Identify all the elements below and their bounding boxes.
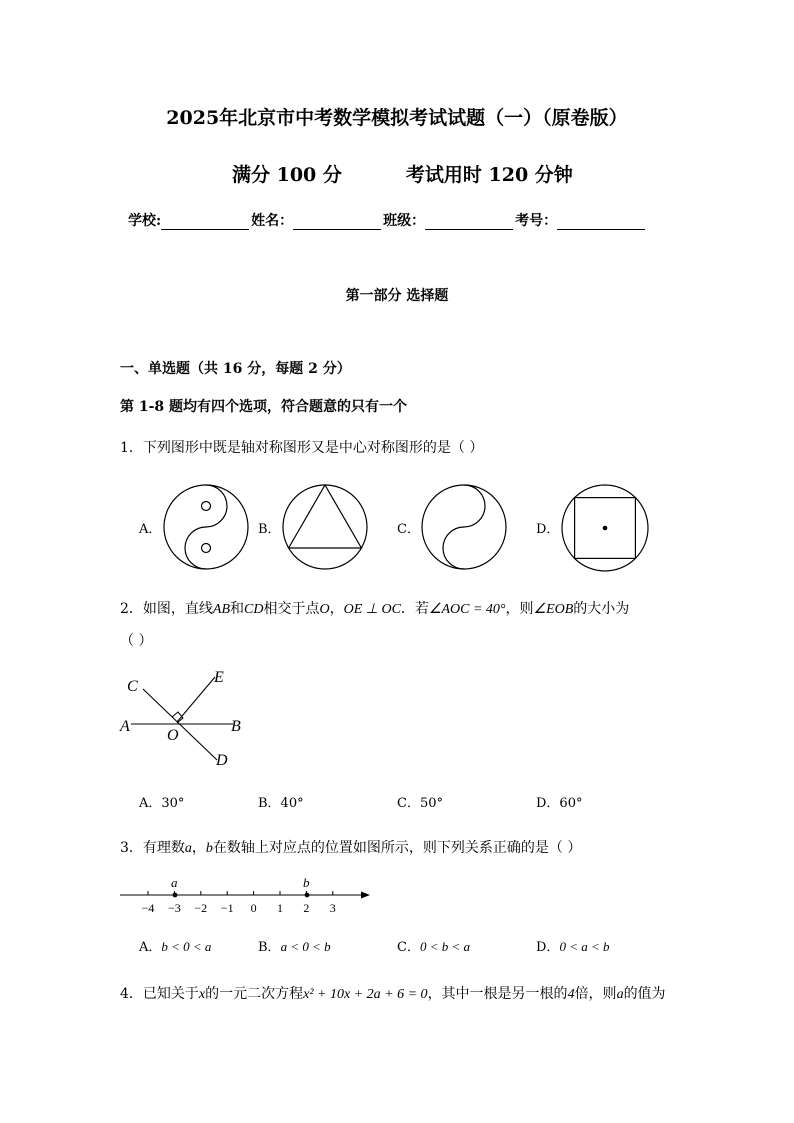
score-label: 满分 100 分	[232, 164, 342, 186]
q3-number-line	[118, 872, 373, 918]
point-b-marker	[305, 893, 310, 898]
label-o: O	[167, 727, 179, 744]
school-label: 学校:	[128, 213, 162, 229]
axis-tick-label: 3	[329, 901, 336, 915]
label-c: C	[127, 678, 138, 695]
time-label: 考试用时 120 分钟	[405, 164, 573, 186]
label-e: E	[214, 669, 224, 686]
name-blank[interactable]	[293, 215, 381, 230]
name-label: 姓名：	[251, 213, 294, 229]
q1-option-d-label: D．	[536, 522, 560, 537]
q2-option-c: C．50°	[397, 796, 443, 811]
q3-option-d: D．0 < a < b	[536, 939, 610, 955]
class-label: 班级：	[383, 213, 426, 229]
axis-tick-label: 2	[303, 901, 310, 915]
point-a-marker	[173, 893, 178, 898]
part-title: 第一部分 选择题	[345, 288, 449, 304]
q2-option-b: B．40°	[258, 796, 304, 811]
q2-option-d: D．60°	[536, 796, 583, 811]
axis-tick-label: −1	[220, 901, 234, 915]
q1-option-b-label: B．	[258, 522, 281, 537]
q1-option-c-label: C．	[397, 522, 420, 537]
class-blank[interactable]	[425, 215, 513, 230]
q1-option-a-figure	[163, 484, 249, 570]
question-2-stem: 2．如图，直线AB和CD相交于点O，OE ⊥ OC．若∠AOC = 40°，则∠EOB的大小为	[120, 601, 630, 617]
question-3-stem: 3．有理数a，b在数轴上对应点的位置如图所示，则下列关系正确的是（ ）	[120, 840, 582, 856]
label-b: B	[231, 718, 241, 735]
axis-tick-label: −4	[141, 901, 155, 915]
question-1-stem: 1．下列图形中既是轴对称图形又是中心对称图形的是（ ）	[120, 440, 484, 456]
label-d: D	[216, 752, 228, 769]
exam-info	[232, 160, 573, 187]
section-title: 一、单选题（共 16 分，每题 2 分）	[120, 361, 351, 377]
school-blank[interactable]	[161, 215, 249, 230]
axis-tick-label: −3	[168, 901, 181, 915]
q1-option-c-figure	[421, 484, 507, 570]
point-b-label: b	[303, 875, 310, 890]
exam-no-blank[interactable]	[557, 215, 645, 230]
question-2-paren: （ ）	[120, 633, 153, 649]
q1-option-a-label: A．	[139, 522, 162, 537]
q1-option-d-figure	[561, 484, 649, 572]
axis-tick-label: −2	[194, 901, 208, 915]
q2-angle-figure	[115, 665, 265, 775]
axis-tick-label: 0	[250, 901, 257, 915]
axis-tick-label: 1	[277, 901, 283, 915]
q1-option-b-figure	[282, 484, 368, 570]
point-a-label: a	[171, 875, 178, 890]
section-subtitle: 第 1-8 题均有四个选项，符合题意的只有一个	[120, 399, 408, 415]
q2-option-a: A．30°	[139, 796, 185, 811]
page-title: 2025年北京市中考数学模拟考试试题（一）（原卷版）	[166, 107, 628, 129]
exam-no-label: 考号：	[515, 213, 558, 229]
q3-option-a: A．b < 0 < a	[139, 939, 212, 955]
q3-option-c: C．0 < b < a	[397, 939, 470, 955]
q3-option-b: B．a < 0 < b	[258, 939, 331, 955]
label-a: A	[120, 718, 130, 735]
student-info-line	[128, 210, 647, 230]
question-4-stem: 4．已知关于x的一元二次方程x² + 10x + 2a + 6 = 0，其中一根是另一根的4倍，则a的值为	[120, 986, 666, 1002]
